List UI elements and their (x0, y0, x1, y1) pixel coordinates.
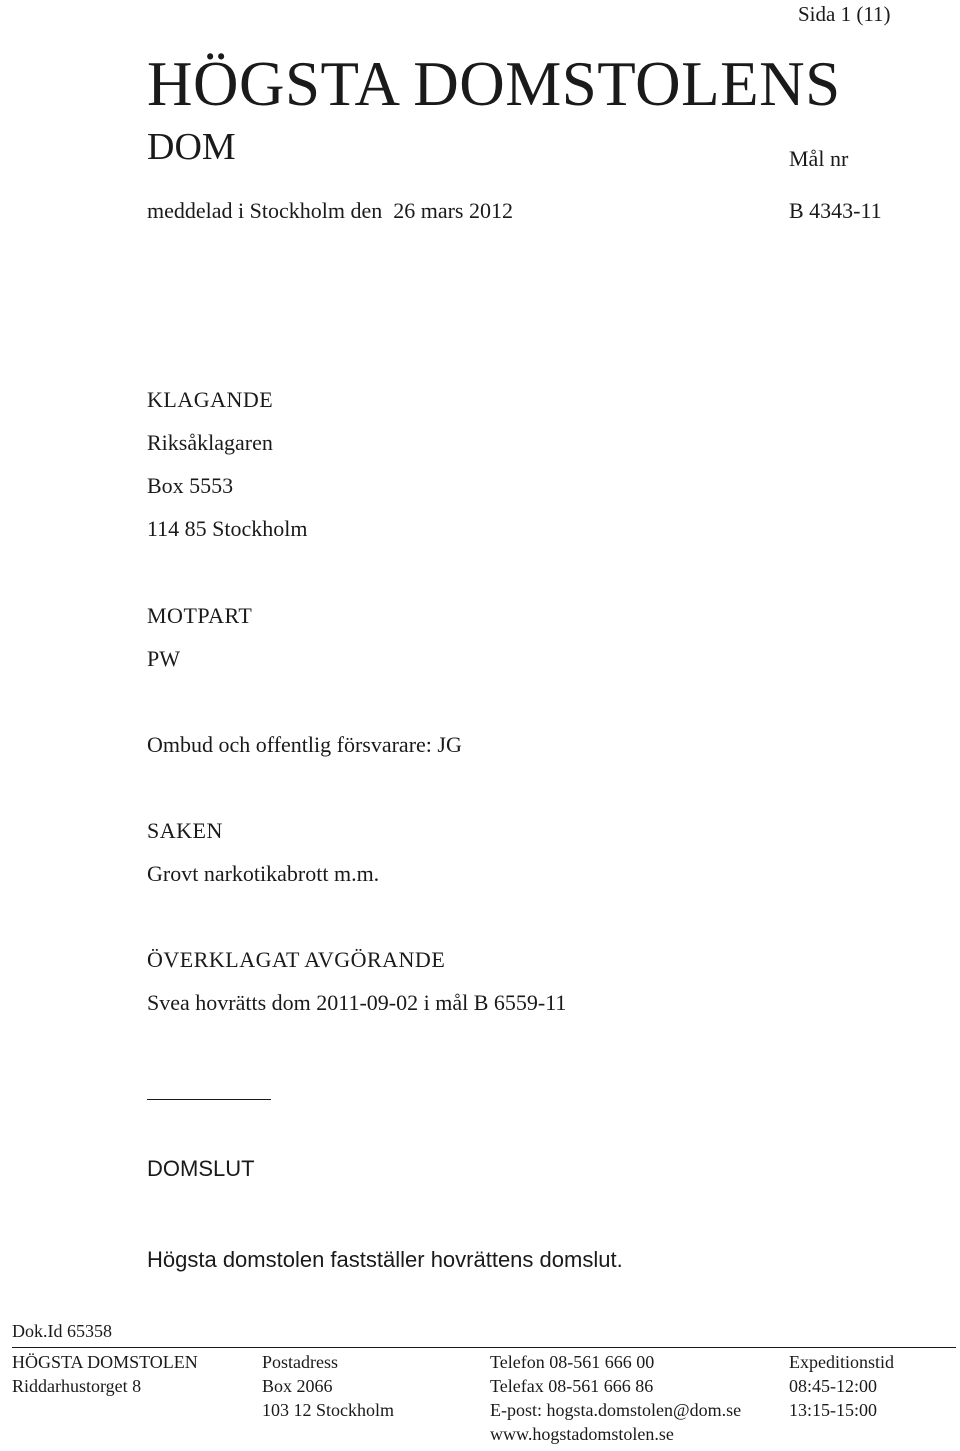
counterparty-name: PW (147, 646, 180, 671)
matter-description: Grovt narkotikabrott m.m. (147, 861, 380, 886)
footer-website[interactable]: www.hogstadomstolen.se (490, 1424, 674, 1444)
appellant-address-line1: Box 5553 (147, 473, 234, 498)
appellant-heading: KLAGANDE (147, 387, 274, 412)
footer-postal-city: 103 12 Stockholm (262, 1400, 395, 1420)
footer-hours-label: Expeditionstid (789, 1352, 894, 1372)
case-number-label: Mål nr (789, 146, 849, 171)
document-type: DOM (147, 126, 236, 168)
verdict-heading: DOMSLUT (147, 1156, 255, 1181)
document-id: Dok.Id 65358 (12, 1321, 112, 1341)
footer-court-address (12, 1350, 198, 1398)
court-title: HÖGSTA DOMSTOLENS (147, 49, 841, 119)
appellant-name: Riksåklagaren (147, 430, 273, 455)
appellant-section (147, 378, 308, 550)
case-number: B 4343-11 (789, 198, 882, 223)
footer-street: Riddarhustorget 8 (12, 1376, 142, 1396)
counterparty-section (147, 594, 252, 680)
footer-phone: Telefon 08-561 666 00 (490, 1352, 655, 1372)
appealed-decision-heading: ÖVERKLAGAT AVGÖRANDE (147, 947, 446, 972)
footer-divider (12, 1347, 956, 1348)
section-divider (147, 1099, 271, 1100)
footer-fax: Telefax 08-561 666 86 (490, 1376, 654, 1396)
counterparty-heading: MOTPART (147, 603, 253, 628)
footer-postal (262, 1350, 394, 1422)
footer-hours (789, 1350, 894, 1422)
footer-postal-box: Box 2066 (262, 1376, 333, 1396)
footer-hours-morning: 08:45-12:00 (789, 1376, 877, 1396)
footer-email[interactable]: E-post: hogsta.domstolen@dom.se (490, 1400, 742, 1420)
footer-court-name: HÖGSTA DOMSTOLEN (12, 1352, 198, 1372)
appealed-decision-section (147, 938, 566, 1024)
footer-contact (490, 1350, 741, 1446)
verdict-text: Högsta domstolen fastställer hovrättens domslut. (147, 1247, 623, 1272)
matter-heading: SAKEN (147, 818, 223, 843)
counsel-line: Ombud och offentlig försvarare: JG (147, 732, 462, 757)
footer-postal-label: Postadress (262, 1352, 338, 1372)
page-number: Sida 1 (11) (798, 2, 891, 26)
issued-line: meddelad i Stockholm den 26 mars 2012 (147, 198, 513, 223)
matter-section (147, 809, 379, 895)
appealed-decision-description: Svea hovrätts dom 2011-09-02 i mål B 6559-11 (147, 990, 567, 1015)
appellant-address-line2: 114 85 Stockholm (147, 516, 308, 541)
footer-hours-afternoon: 13:15-15:00 (789, 1400, 877, 1420)
